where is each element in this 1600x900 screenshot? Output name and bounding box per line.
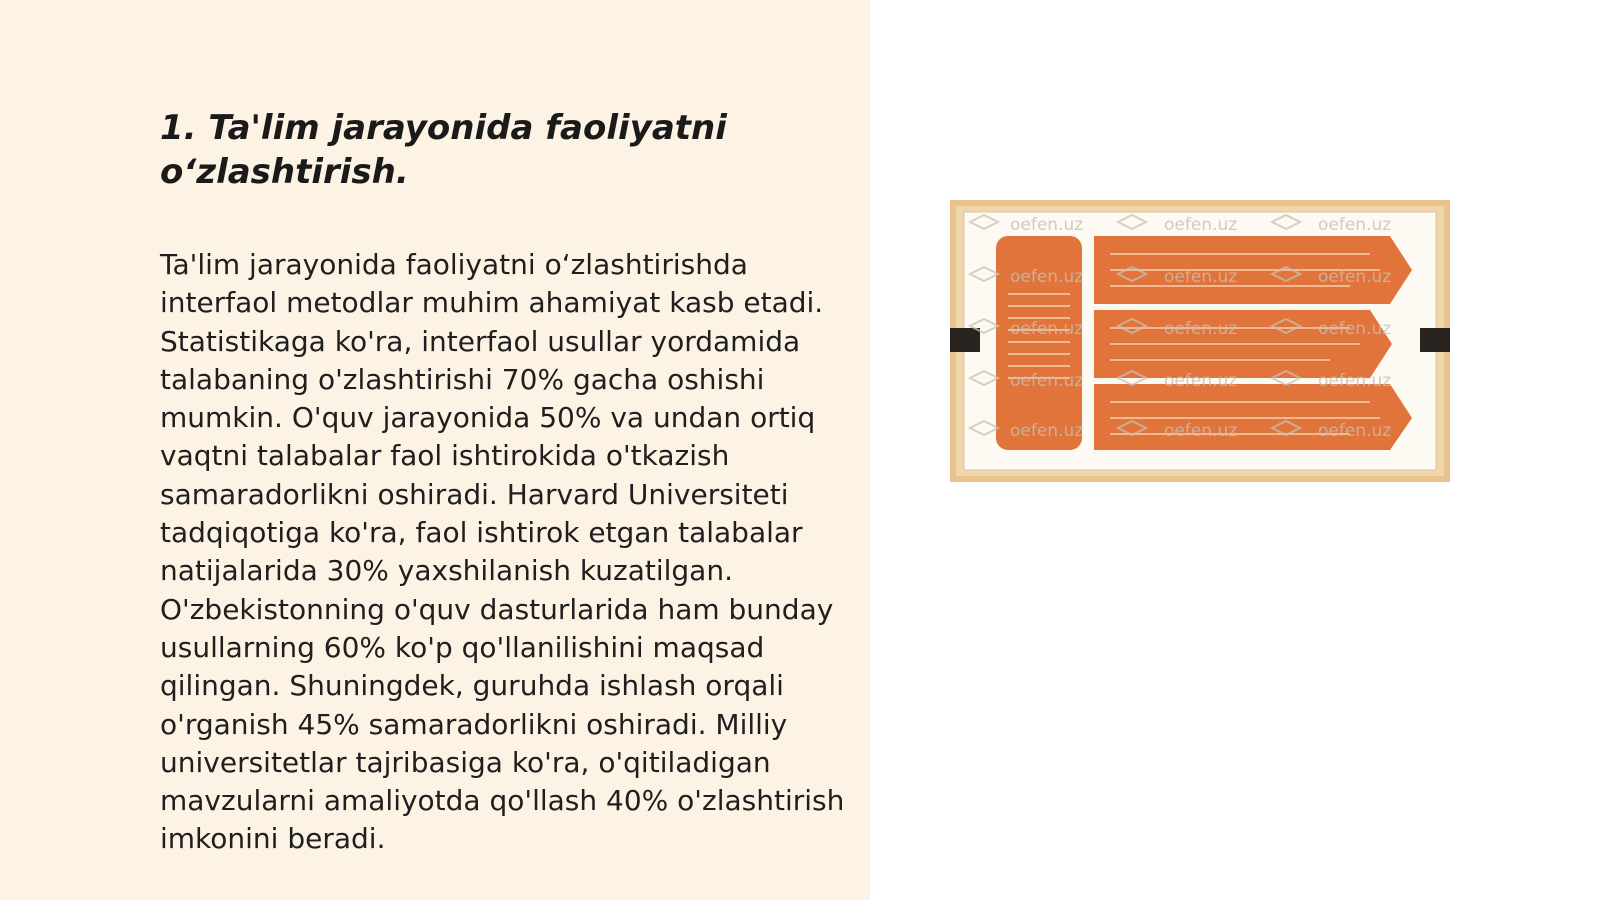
svg-text:oefen.uz: oefen.uz [1318,267,1392,287]
svg-text:oefen.uz: oefen.uz [1010,215,1084,235]
svg-text:oefen.uz: oefen.uz [1164,215,1238,235]
diagram-image [950,200,1450,482]
svg-text:oefen.uz: oefen.uz [1164,421,1238,441]
svg-text:oefen.uz: oefen.uz [1318,371,1392,391]
svg-text:oefen.uz: oefen.uz [1164,371,1238,391]
slide-heading: 1. Ta'lim jarayonida faoliyatni o‘zlashtirish. [160,108,727,192]
svg-text:oefen.uz: oefen.uz [1010,421,1084,441]
svg-text:oefen.uz: oefen.uz [1318,215,1392,235]
slide-paragraph: Ta'lim jarayonida faoliyatni o‘zlashtirishda interfaol metodlar muhim ahamiyat kasb etadi. Statistikaga ko'ra, interfaol usullar yordamida talabaning o'zlashtirishi 70% gacha oshishi mumkin. O'quv jarayonida 50% va undan ortiq vaqtni talabalar faol ishtirokida o'tkazish samaradorlikni oshiradi. Harvard Universiteti tadqiqotiga ko'ra, faol ishtirok etgan talabalar natijalarida 30% yaxshilanish kuzatilgan. O'zbekistonning o'quv dasturlarida ham bunday usullarning 60% ko'p qo'llanilishini maqsad qilingan. Shuningdek, guruhda ishlash orqali o'rganish 45% samaradorlikni oshiradi. Milliy universitetlar tajribasiga ko'ra, o'qitiladigan mavzularni amaliyotda qo'llash 40% o'zlashtirish imkonini beradi. [160,248,845,856]
svg-text:oefen.uz: oefen.uz [1318,319,1392,339]
svg-text:oefen.uz: oefen.uz [1164,267,1238,287]
left-clip [950,328,980,352]
svg-text:oefen.uz: oefen.uz [1010,319,1084,339]
svg-text:oefen.uz: oefen.uz [1010,267,1084,287]
right-clip [1420,328,1450,352]
svg-text:oefen.uz: oefen.uz [1010,371,1084,391]
svg-text:oefen.uz: oefen.uz [1318,421,1392,441]
svg-text:oefen.uz: oefen.uz [1164,319,1238,339]
